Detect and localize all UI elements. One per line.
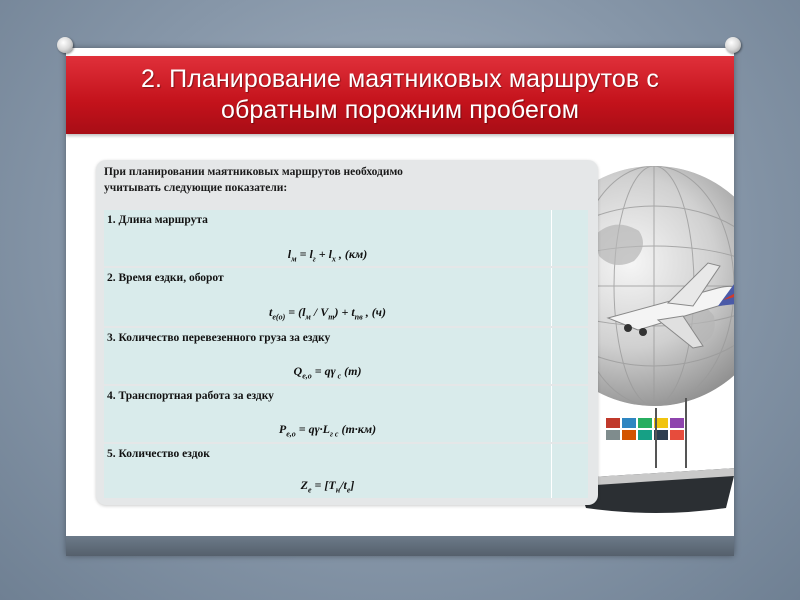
- table-cell: [104, 444, 552, 498]
- slide-title-line-1: 2. Планирование маятниковых маршрутов с: [141, 65, 659, 93]
- table-cell: [552, 210, 588, 266]
- row-title: 1. Длина маршрута: [107, 214, 208, 226]
- formula-cargo-per-trip: $Q_{е,о} = q\gamma$ $_с$ (т): [293, 364, 362, 381]
- table-cell: [552, 268, 588, 326]
- intro-text: [104, 164, 564, 196]
- cargo-ship-icon: [576, 378, 734, 538]
- table-cell: [104, 268, 552, 326]
- formula-route-length: $l_м = l_г + l_х$ , (км): [287, 247, 368, 264]
- slide: [66, 48, 734, 556]
- content-panel: [96, 160, 598, 505]
- table-row: [104, 444, 588, 498]
- row-title: 3. Количество перевезенного груза за ездку: [107, 332, 331, 344]
- table-cell: [104, 328, 552, 384]
- title-banner: [66, 56, 734, 134]
- formula-transport-work: $P_{е,о} = q\gamma\cdot L_{г с}$ (т·км): [278, 422, 377, 439]
- pushpin-icon: [725, 37, 741, 53]
- row-title: 2. Время ездки, оборот: [107, 272, 224, 284]
- table-row: [104, 386, 588, 442]
- slide-title: [141, 64, 659, 126]
- table-cell: [552, 328, 588, 384]
- slide-title-line-2: обратным порожним пробегом: [221, 96, 579, 124]
- table-row: [104, 328, 588, 384]
- footer-bar: [66, 536, 734, 556]
- table-cell: [552, 386, 588, 442]
- table-cell: [104, 210, 552, 266]
- row-title: 4. Транспортная работа за ездку: [107, 390, 274, 402]
- table-cell: [552, 444, 588, 498]
- table-row: [104, 268, 588, 326]
- row-title: 5. Количество ездок: [107, 448, 210, 460]
- formula-trip-time: $t_{е(о)} = (l_м / V_т) + t_{пв}$ , (ч): [269, 305, 386, 322]
- table-cell: [104, 386, 552, 442]
- formula-trip-count: $Z_е = [T_н/t_е]$: [300, 478, 355, 495]
- table-row: [104, 210, 588, 266]
- intro-line-1: При планировании маятниковых маршрутов необходимо: [104, 166, 403, 178]
- intro-line-2: учитывать следующие показатели:: [104, 182, 288, 194]
- airplane-icon: [598, 248, 734, 358]
- pushpin-icon: [57, 37, 73, 53]
